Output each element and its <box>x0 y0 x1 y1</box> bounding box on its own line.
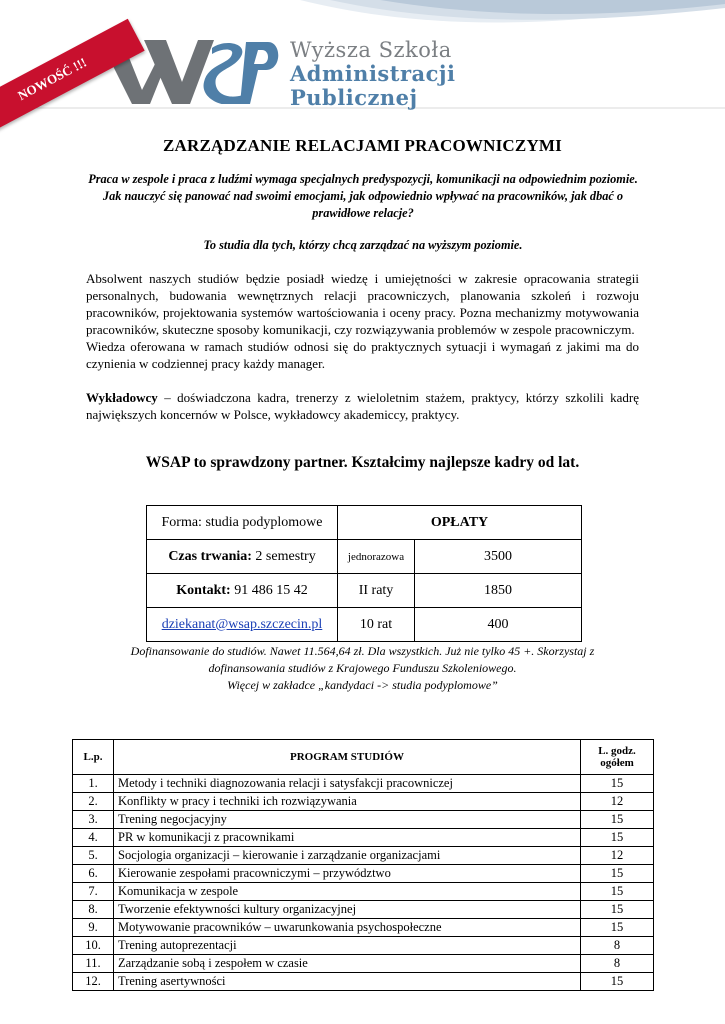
lecturers-text: – doświadczona kadra, trenerzy z wieloletnim stażem, praktycy, którzy szkolili kadrę największych koncernów w Polsce, wykładowcy akademiccy, praktycy. <box>86 390 639 422</box>
intro-text: Praca w zespole i praca z ludźmi wymaga specjalnych predyspozycji, komunikacji na odpowiednim poziomie. Jak nauczyć się panować nad swoimi emocjami, jak odpowiednio wpływać na pracowników, jak dbać o prawidłowe relacje? <box>88 172 638 220</box>
school-name <box>290 38 455 110</box>
duration-value: 2 semestry <box>251 548 316 564</box>
funding-note-line1: Dofinansowanie do studiów. Nawet 11.564,64 zł. Dla wszystkich. Już nie tylko 45 +. Skorzystaj z <box>130 644 595 658</box>
table-row <box>73 865 654 883</box>
description-graduate: Absolwent naszych studiów będzie posiadł wiedzę i umiejętności w zakresie opracowania strategii personalnych, budowania wewnętrznych relacji pracowniczych, planowania szkoleń i rozwoju pracowników, projektowania systemów wartościowania i oceny pracy. Pozna mechanizmy motywowania pracowników, skuteczne sposoby komunikacji, czy rozwiązywania problemów w zespole pracowniczym. <box>86 271 639 337</box>
program-row-number: 2. <box>73 793 114 811</box>
contact-email-cell <box>147 608 338 642</box>
program-row-number: 8. <box>73 901 114 919</box>
program-row-hours: 8 <box>581 955 654 973</box>
program-row-hours: 15 <box>581 973 654 991</box>
lecturers-label: Wykładowcy <box>86 390 158 405</box>
contact-email-link[interactable]: dziekanat@wsap.szczecin.pl <box>161 616 323 632</box>
program-row-hours: 15 <box>581 775 654 793</box>
program-row-hours: 12 <box>581 793 654 811</box>
program-col-lp: L.p. <box>73 740 114 775</box>
program-row-subject: PR w komunikacji z pracownikami <box>114 829 581 847</box>
contact-phone: 91 486 15 42 <box>230 582 308 598</box>
fee-option-amount: 1850 <box>415 574 582 608</box>
contact <box>147 574 338 608</box>
program-row-subject: Motywowanie pracowników – uwarunkowania psychospołeczne <box>114 919 581 937</box>
program-row-hours: 15 <box>581 901 654 919</box>
program-row-number: 12. <box>73 973 114 991</box>
study-form: Forma: studia podyplomowe <box>147 506 338 540</box>
program-row-number: 5. <box>73 847 114 865</box>
description <box>86 270 639 423</box>
school-name-line3: Publicznej <box>290 85 418 110</box>
program-row-number: 9. <box>73 919 114 937</box>
program-row-subject: Metody i techniki diagnozowania relacji i satysfakcji pracowniczej <box>114 775 581 793</box>
program-row-subject: Trening negocjacyjny <box>114 811 581 829</box>
program-row-number: 6. <box>73 865 114 883</box>
funding-note-line2: dofinansowania studiów z Krajowego Funduszu Szkoleniowego. <box>208 661 517 675</box>
contact-label: Kontakt: <box>176 582 231 598</box>
program-row-subject: Socjologia organizacji – kierowanie i zarządzanie organizacjami <box>114 847 581 865</box>
program-row-subject: Trening asertywności <box>114 973 581 991</box>
page-title: ZARZĄDZANIE RELACJAMI PRACOWNICZYMI <box>163 136 562 155</box>
program-row-subject: Komunikacja w zespole <box>114 883 581 901</box>
program-row-number: 4. <box>73 829 114 847</box>
program-row-number: 11. <box>73 955 114 973</box>
program-row-number: 3. <box>73 811 114 829</box>
program-row-subject: Zarządzanie sobą i zespołem w czasie <box>114 955 581 973</box>
new-ribbon-label: NOWOŚĆ !!! <box>15 54 89 104</box>
school-name-line1: Wyższa Szkoła <box>290 38 452 62</box>
program-row-hours: 15 <box>581 829 654 847</box>
table-row <box>73 775 654 793</box>
school-name-line2: Administracji <box>290 61 456 86</box>
funding-note <box>80 643 645 694</box>
duration <box>147 540 338 574</box>
fee-option-amount: 3500 <box>415 540 582 574</box>
program-row-number: 7. <box>73 883 114 901</box>
program-col-name: PROGRAM STUDIÓW <box>114 740 581 775</box>
table-row <box>73 919 654 937</box>
fee-option-label: 10 rat <box>338 608 415 642</box>
duration-label: Czas trwania: <box>168 548 252 564</box>
fee-option-label: jednorazowa <box>338 540 415 574</box>
description-lecturers <box>86 389 639 423</box>
program-row-subject: Tworzenie efektywności kultury organizacyjnej <box>114 901 581 919</box>
program-table <box>72 739 654 991</box>
program-row-hours: 8 <box>581 937 654 955</box>
funding-note-line3: Więcej w zakładce „kandydaci -> studia podyplomowe” <box>227 678 498 692</box>
program-row-number: 1. <box>73 775 114 793</box>
description-knowledge: Wiedza oferowana w ramach studiów odnosi się do praktycznych sytuacji i wymagań z jakimi ma do czynienia w codziennej pracy każdy manager. <box>86 339 639 371</box>
table-row <box>73 973 654 991</box>
program-row-number: 10. <box>73 937 114 955</box>
table-row <box>73 883 654 901</box>
program-row-subject: Kierowanie zespołami pracowniczymi – przywództwo <box>114 865 581 883</box>
fee-option-amount: 400 <box>415 608 582 642</box>
intro-tagline: To studia dla tych, którzy chcą zarządzać na wyższym poziomie. <box>203 238 523 252</box>
program-row-subject: Trening autoprezentacji <box>114 937 581 955</box>
fees-header: OPŁATY <box>338 506 582 540</box>
fee-option-label: II raty <box>338 574 415 608</box>
program-rows <box>73 775 654 991</box>
program-col-hours: L. godz. ogółem <box>581 740 654 775</box>
table-row <box>73 847 654 865</box>
program-row-hours: 15 <box>581 883 654 901</box>
fees-table <box>146 505 582 642</box>
partner-slogan: WSAP to sprawdzony partner. Kształcimy najlepsze kadry od lat. <box>145 454 580 471</box>
program-row-hours: 12 <box>581 847 654 865</box>
table-row <box>73 793 654 811</box>
program-row-hours: 15 <box>581 919 654 937</box>
table-row <box>73 955 654 973</box>
table-row <box>73 811 654 829</box>
table-row <box>73 937 654 955</box>
program-row-hours: 15 <box>581 865 654 883</box>
program-row-hours: 15 <box>581 811 654 829</box>
table-row <box>73 829 654 847</box>
table-row <box>73 901 654 919</box>
program-row-subject: Konflikty w pracy i techniki ich rozwiązywania <box>114 793 581 811</box>
